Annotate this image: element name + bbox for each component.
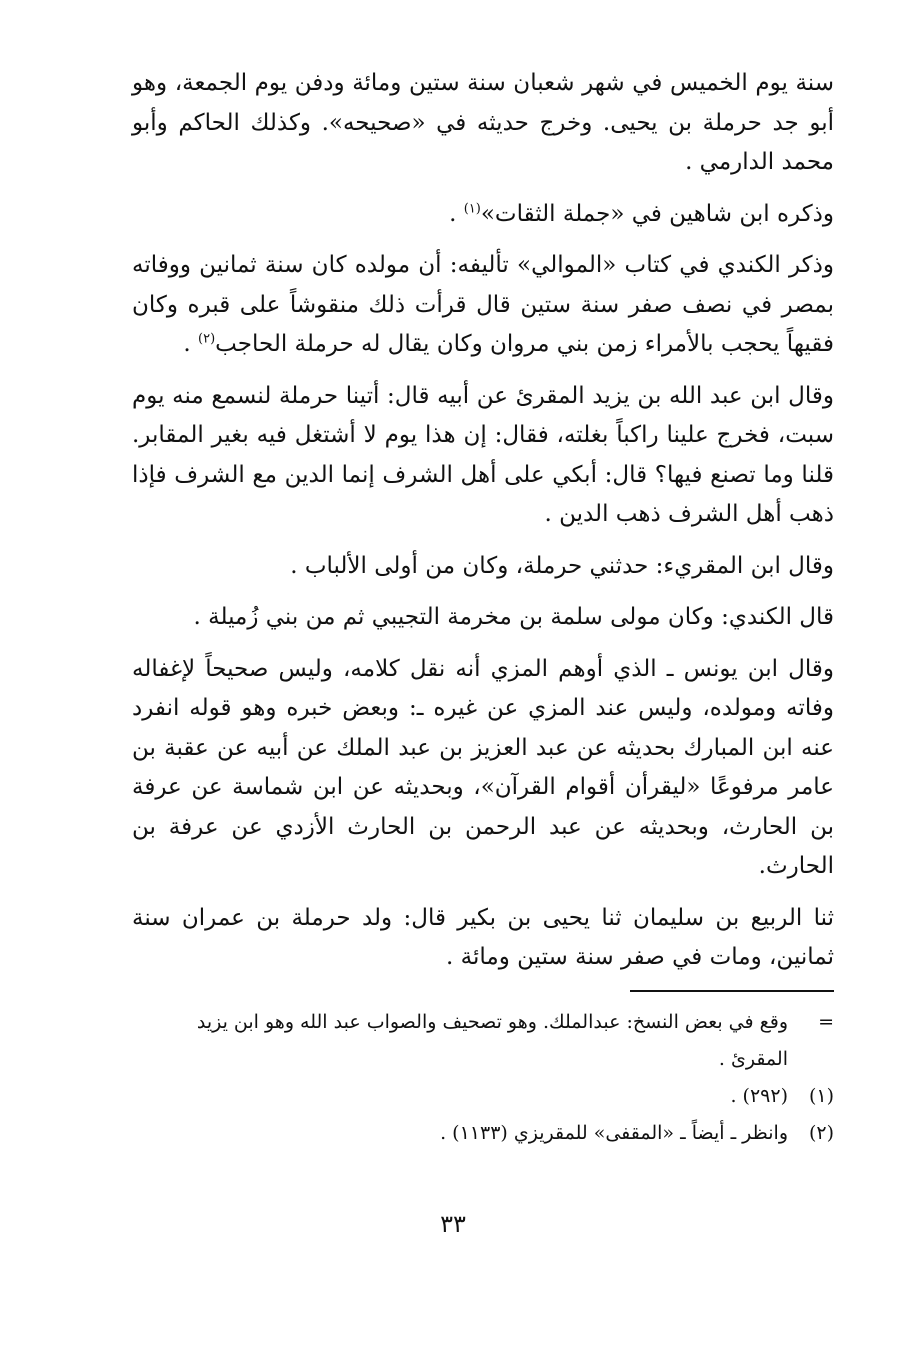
footnote-2: [132, 1115, 834, 1152]
continuation-line-2: المقرئ .: [718, 1048, 788, 1070]
paragraph-6: قال الكندي: وكان مولى سلمة بن مخرمة التجيبي ثم من بني زُميلة .: [193, 604, 834, 630]
footnote-1-marker: (١): [808, 1085, 834, 1107]
footnotes: [132, 1004, 834, 1152]
paragraph-2-text: وذكره ابن شاهين في «جملة الثقات»: [480, 200, 834, 227]
paragraph-7: وقال ابن يونس ـ الذي أوهم المزي أنه نقل كلامه، وليس صحيحاً لإغفاله وفاته ومولده، وليس عند المزي عن غيره ـ: وبعض خبره وهو قوله انفرد عنه ابن المبارك بحديثه عن عبد العزيز بن عبد الملك عن أبيه عن عقبة بن عامر مرفوعًا «ليقرأن أقوام القرآن»، وبحديثه عن ابن شماسة عن عرفة بن الحارث، وبحديثه عن عبد الرحمن بن الحارث الأزدي عن عرفة بن الحارث.: [132, 655, 834, 879]
paragraph-5: وقال ابن المقريء: حدثني حرملة، وكان من أولى الألباب .: [290, 552, 834, 579]
footnote-ref-1[interactable]: (١): [463, 200, 481, 216]
paragraph-1: سنة يوم الخميس في شهر شعبان سنة ستين ومائة ودفن يوم الجمعة، وهو أبو جد حرملة بن يحيى. وخرج حديثه في «صحيحه». وكذلك الحاكم وأبو محمد الدارمي .: [132, 70, 834, 175]
paragraph-2: [132, 195, 834, 235]
footnote-1: [132, 1078, 834, 1115]
main-text: [132, 64, 834, 990]
continuation-marker: =: [818, 1011, 834, 1033]
footnote-divider: [630, 990, 834, 992]
paragraph-8: ثنا الربيع بن سليمان ثنا يحيى بن بكير قال: ولد حرملة بن عمران سنة ثمانين، ومات في صفر سنة ستين ومائة .: [132, 904, 834, 970]
page-number: ٣٣: [440, 1210, 466, 1238]
footnote-2-text: وانظر ـ أيضاً ـ «المقفى» للمقريزي (١١٣٣) .: [440, 1122, 788, 1144]
footnote-ref-2[interactable]: (٢): [198, 331, 216, 347]
paragraph-2-end: .: [449, 200, 464, 227]
paragraph-3: [132, 246, 834, 365]
paragraph-3-text: وذكر الكندي في كتاب «الموالي» تأليفه: أن مولده كان سنة ثمانين ووفاته بمصر في نصف صفر سنة ستين قال قرأت ذلك منقوشاً على قبره وكان فقيهاً يحجب بالأمراء زمن بني مروان وكان يقال له حرملة الحاجب: [132, 252, 834, 357]
footnote-1-text: (٢٩٢) .: [730, 1085, 788, 1107]
continuation-line-1: وقع في بعض النسخ: عبدالملك. وهو تصحيف والصواب عبد الله وهو ابن يزيد: [196, 1011, 788, 1033]
paragraph-3-end: .: [183, 331, 199, 357]
footnote-continuation: [132, 1004, 834, 1078]
paragraph-4: وقال ابن عبد الله بن يزيد المقرئ عن أبيه قال: أتينا حرملة لنسمع منه يوم سبت، فخرج علينا راكباً بغلته، فقال: إن هذا يوم لا أشتغل فيه بغير المقابر. قلنا وما تصنع فيها؟ قال: أبكي على أهل الشرف إنما الدين مع الشرف فإذا ذهب أهل الشرف ذهب الدين .: [132, 382, 834, 527]
footnote-2-marker: (٢): [808, 1122, 834, 1144]
